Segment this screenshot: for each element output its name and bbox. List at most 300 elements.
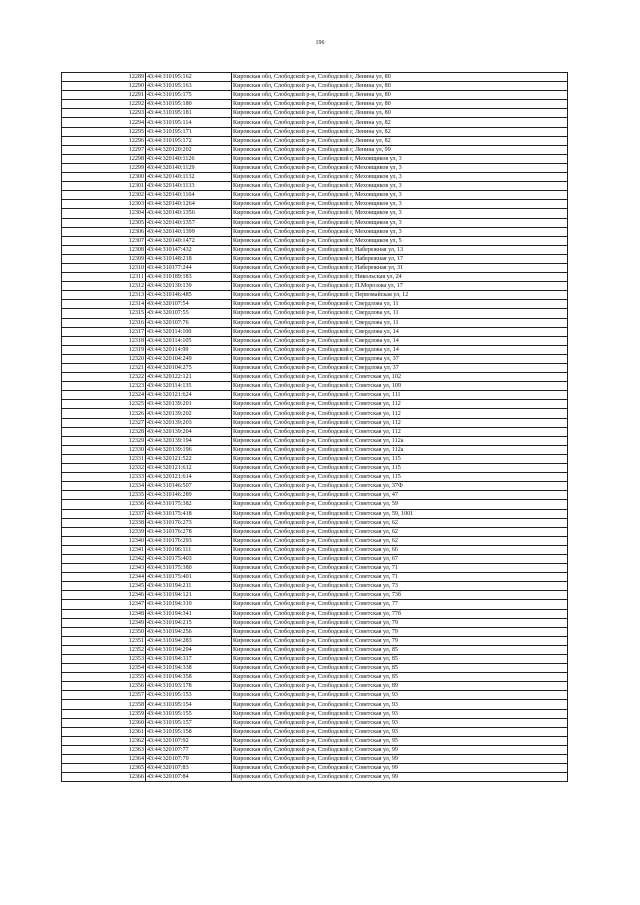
table-row bbox=[62, 482, 568, 491]
address-cell: Кировская обл, Слободской р-н, Слободской г, Набережная ул, 31 bbox=[232, 263, 568, 272]
address-cell: Кировская обл, Слободской р-н, Слободской г, Советская ул, 67 bbox=[232, 554, 568, 563]
row-number-cell: 12313 bbox=[62, 291, 146, 300]
row-number-cell: 12334 bbox=[62, 482, 146, 491]
row-number-cell: 12315 bbox=[62, 309, 146, 318]
address-cell: Кировская обл, Слободской р-н, Слободской г, Советская ул, 99 bbox=[232, 764, 568, 773]
row-number-cell: 12323 bbox=[62, 382, 146, 391]
table-row bbox=[62, 564, 568, 573]
address-cell: Кировская обл, Слободской р-н, Слободской г, Советская ул, 112 bbox=[232, 427, 568, 436]
table-row bbox=[62, 418, 568, 427]
row-number-cell: 12317 bbox=[62, 327, 146, 336]
cadastral-number-cell: 43:44:320121:612 bbox=[146, 464, 232, 473]
table-row bbox=[62, 136, 568, 145]
cadastral-number-cell: 43:44:310195:171 bbox=[146, 127, 232, 136]
row-number-cell: 12292 bbox=[62, 100, 146, 109]
cadastral-number-cell: 43:44:310195:158 bbox=[146, 727, 232, 736]
address-cell: Кировская обл, Слободской р-н, Слободской г, Советская ул, 59 bbox=[232, 500, 568, 509]
row-number-cell: 12308 bbox=[62, 245, 146, 254]
address-cell: Кировская обл, Слободской р-н, Слободской г, Советская ул, 59, 1001 bbox=[232, 509, 568, 518]
row-number-cell: 12360 bbox=[62, 718, 146, 727]
address-cell: Кировская обл, Слободской р-н, Слободской г, Свердлова ул, 37 bbox=[232, 364, 568, 373]
cadastral-number-cell: 43:44:320140:1472 bbox=[146, 236, 232, 245]
address-cell: Кировская обл, Слободской р-н, Слободской г, Меховщиков ул, 3 bbox=[232, 200, 568, 209]
table-row bbox=[62, 755, 568, 764]
table-row bbox=[62, 354, 568, 363]
address-cell: Кировская обл, Слободской р-н, Слободской г, Советская ул, 115 bbox=[232, 464, 568, 473]
row-number-cell: 12348 bbox=[62, 609, 146, 618]
cadastral-number-cell: 43:44:320114:105 bbox=[146, 336, 232, 345]
row-number-cell: 12330 bbox=[62, 445, 146, 454]
address-cell: Кировская обл, Слободской р-н, Слободской г, Свердлова ул, 14 bbox=[232, 345, 568, 354]
cadastral-number-cell: 43:44:320107:84 bbox=[146, 773, 232, 782]
row-number-cell: 12294 bbox=[62, 118, 146, 127]
address-cell: Кировская обл, Слободской р-н, Слободской г, Набережная ул, 17 bbox=[232, 254, 568, 263]
table-row bbox=[62, 118, 568, 127]
row-number-cell: 12296 bbox=[62, 136, 146, 145]
row-number-cell: 12341 bbox=[62, 545, 146, 554]
address-cell: Кировская обл, Слободской р-н, Слободской г, Советская ул, 79 bbox=[232, 618, 568, 627]
row-number-cell: 12326 bbox=[62, 409, 146, 418]
row-number-cell: 12343 bbox=[62, 564, 146, 573]
table-row bbox=[62, 454, 568, 463]
cadastral-number-cell: 43:44:310195:175 bbox=[146, 91, 232, 100]
address-cell: Кировская обл, Слободской р-н, Слободской г, Ленина ул, 80 bbox=[232, 82, 568, 91]
table-row bbox=[62, 618, 568, 627]
address-cell: Кировская обл, Слободской р-н, Слободской г, Меховщиков ул, 3 bbox=[232, 173, 568, 182]
cadastral-number-cell: 43:44:320104:275 bbox=[146, 364, 232, 373]
cadastral-number-cell: 43:44:310177:244 bbox=[146, 263, 232, 272]
address-cell: Кировская обл, Слободской р-н, Слободской г, Советская ул, 99 bbox=[232, 773, 568, 782]
address-cell: Кировская обл, Слободской р-н, Слободской г, Никольская ул, 24 bbox=[232, 273, 568, 282]
row-number-cell: 12336 bbox=[62, 500, 146, 509]
cadastral-number-cell: 43:44:310195:172 bbox=[146, 136, 232, 145]
row-number-cell: 12303 bbox=[62, 200, 146, 209]
address-cell: Кировская обл, Слободской р-н, Слободской г, Ленина ул, 99 bbox=[232, 145, 568, 154]
table-row bbox=[62, 691, 568, 700]
cadastral-number-cell: 43:44:310195:154 bbox=[146, 700, 232, 709]
cadastral-number-cell: 43:44:310193:178 bbox=[146, 682, 232, 691]
address-cell: Кировская обл, Слободской р-н, Слободской г, Меховщиков ул, 3 bbox=[232, 154, 568, 163]
table-row bbox=[62, 464, 568, 473]
table-row bbox=[62, 718, 568, 727]
cadastral-number-cell: 43:44:320121:624 bbox=[146, 391, 232, 400]
row-number-cell: 12354 bbox=[62, 664, 146, 673]
table-row bbox=[62, 545, 568, 554]
row-number-cell: 12332 bbox=[62, 464, 146, 473]
address-cell: Кировская обл, Слободской р-н, Слободской г, Советская ул, 95 bbox=[232, 736, 568, 745]
address-cell: Кировская обл, Слободской р-н, Слободской г, Советская ул, 99 bbox=[232, 755, 568, 764]
address-cell: Кировская обл, Слободской р-н, Слободской г, Меховщиков ул, 3 bbox=[232, 191, 568, 200]
row-number-cell: 12353 bbox=[62, 655, 146, 664]
cadastral-number-cell: 43:44:310195:180 bbox=[146, 100, 232, 109]
table-row bbox=[62, 773, 568, 782]
row-number-cell: 12289 bbox=[62, 73, 146, 82]
table-row bbox=[62, 709, 568, 718]
address-cell: Кировская обл, Слободской р-н, Слободской г, Советская ул, 112 bbox=[232, 409, 568, 418]
cadastral-number-cell: 43:44:310175:418 bbox=[146, 509, 232, 518]
cadastral-number-cell: 43:44:320122:121 bbox=[146, 373, 232, 382]
row-number-cell: 12365 bbox=[62, 764, 146, 773]
table-row bbox=[62, 173, 568, 182]
cadastral-number-cell: 43:44:310175:403 bbox=[146, 554, 232, 563]
address-cell: Кировская обл, Слободской р-н, Слободской г, Меховщиков ул, 3 bbox=[232, 209, 568, 218]
address-cell: Кировская обл, Слободской р-н, Слободской г, Советская ул, 85 bbox=[232, 673, 568, 682]
address-cell: Кировская обл, Слободской р-н, Слободской г, Советская ул, 89 bbox=[232, 682, 568, 691]
table-row bbox=[62, 218, 568, 227]
cadastral-number-cell: 43:44:320139:203 bbox=[146, 418, 232, 427]
row-number-cell: 12351 bbox=[62, 636, 146, 645]
row-number-cell: 12301 bbox=[62, 182, 146, 191]
address-cell: Кировская обл, Слободской р-н, Слободской г, Советская ул, 47 bbox=[232, 491, 568, 500]
row-number-cell: 12352 bbox=[62, 645, 146, 654]
table-row bbox=[62, 82, 568, 91]
address-cell: Кировская обл, Слободской р-н, Слободской г, Ленина ул, 80 bbox=[232, 109, 568, 118]
cadastral-number-cell: 43:44:320140:1399 bbox=[146, 227, 232, 236]
row-number-cell: 12339 bbox=[62, 527, 146, 536]
table-row bbox=[62, 191, 568, 200]
table-row bbox=[62, 91, 568, 100]
address-cell: Кировская обл, Слободской р-н, Слободской г, Меховщиков ул, 5 bbox=[232, 236, 568, 245]
row-number-cell: 12306 bbox=[62, 227, 146, 236]
address-cell: Кировская обл, Слободской р-н, Слободской г, Советская ул, 102 bbox=[232, 373, 568, 382]
address-cell: Кировская обл, Слободской р-н, Слободской г, Советская ул, 79 bbox=[232, 627, 568, 636]
table-row bbox=[62, 391, 568, 400]
cadastral-number-cell: 43:44:310175:380 bbox=[146, 564, 232, 573]
row-number-cell: 12312 bbox=[62, 282, 146, 291]
address-cell: Кировская обл, Слободской р-н, Слободской г, Советская ул, 73 bbox=[232, 582, 568, 591]
row-number-cell: 12344 bbox=[62, 573, 146, 582]
address-cell: Кировская обл, Слободской р-н, Слободской г, Советская ул, 115 bbox=[232, 454, 568, 463]
row-number-cell: 12300 bbox=[62, 173, 146, 182]
table-row bbox=[62, 591, 568, 600]
cadastral-number-cell: 43:44:310194:338 bbox=[146, 664, 232, 673]
table-row bbox=[62, 227, 568, 236]
row-number-cell: 12349 bbox=[62, 618, 146, 627]
cadastral-number-cell: 43:44:310195:163 bbox=[146, 82, 232, 91]
cadastral-number-cell: 43:44:320107:76 bbox=[146, 318, 232, 327]
cadastral-number-cell: 43:44:320107:83 bbox=[146, 764, 232, 773]
table-row bbox=[62, 500, 568, 509]
cadastral-number-cell: 43:44:320114:100 bbox=[146, 327, 232, 336]
address-cell: Кировская обл, Слободской р-н, Слободской г, Советская ул, 111 bbox=[232, 391, 568, 400]
table-row bbox=[62, 145, 568, 154]
row-number-cell: 12318 bbox=[62, 336, 146, 345]
property-register-table bbox=[61, 72, 568, 782]
row-number-cell: 12350 bbox=[62, 627, 146, 636]
row-number-cell: 12320 bbox=[62, 354, 146, 363]
row-number-cell: 12304 bbox=[62, 209, 146, 218]
address-cell: Кировская обл, Слободской р-н, Слободской г, Советская ул, 79 bbox=[232, 636, 568, 645]
row-number-cell: 12314 bbox=[62, 300, 146, 309]
address-cell: Кировская обл, Слободской р-н, Слободской г, Советская ул, 112 bbox=[232, 418, 568, 427]
cadastral-number-cell: 43:44:320121:522 bbox=[146, 454, 232, 463]
address-cell: Кировская обл, Слободской р-н, Слободской г, Советская ул, 93 bbox=[232, 727, 568, 736]
address-cell: Кировская обл, Слободской р-н, Слободской г, Советская ул, 115 bbox=[232, 473, 568, 482]
table-row bbox=[62, 309, 568, 318]
address-cell: Кировская обл, Слободской р-н, Слободской г, Советская ул, 112а bbox=[232, 436, 568, 445]
row-number-cell: 12299 bbox=[62, 163, 146, 172]
row-number-cell: 12345 bbox=[62, 582, 146, 591]
row-number-cell: 12293 bbox=[62, 109, 146, 118]
table-row bbox=[62, 100, 568, 109]
cadastral-number-cell: 43:44:320140:1356 bbox=[146, 209, 232, 218]
cadastral-number-cell: 43:44:310146:289 bbox=[146, 491, 232, 500]
row-number-cell: 12363 bbox=[62, 745, 146, 754]
cadastral-number-cell: 43:44:310194:256 bbox=[146, 627, 232, 636]
cadastral-number-cell: 43:44:310194:121 bbox=[146, 591, 232, 600]
cadastral-number-cell: 43:44:310195:155 bbox=[146, 709, 232, 718]
table-row bbox=[62, 273, 568, 282]
address-cell: Кировская обл, Слободской р-н, Слободской г, Советская ул, 85 bbox=[232, 645, 568, 654]
table-row bbox=[62, 427, 568, 436]
row-number-cell: 12346 bbox=[62, 591, 146, 600]
cadastral-number-cell: 43:44:310194:294 bbox=[146, 645, 232, 654]
row-number-cell: 12328 bbox=[62, 427, 146, 436]
cadastral-number-cell: 43:44:310175:401 bbox=[146, 573, 232, 582]
address-cell: Кировская обл, Слободской р-н, Слободской г, Советская ул, 109 bbox=[232, 382, 568, 391]
cadastral-number-cell: 43:44:320139:204 bbox=[146, 427, 232, 436]
table-row bbox=[62, 163, 568, 172]
table-row bbox=[62, 700, 568, 709]
table-row bbox=[62, 445, 568, 454]
address-cell: Кировская обл, Слободской р-н, Слободской г, Свердлова ул, 37 bbox=[232, 354, 568, 363]
row-number-cell: 12347 bbox=[62, 600, 146, 609]
row-number-cell: 12305 bbox=[62, 218, 146, 227]
address-cell: Кировская обл, Слободской р-н, Слободской г, Советская ул, 62 bbox=[232, 527, 568, 536]
table-row bbox=[62, 764, 568, 773]
table-row bbox=[62, 263, 568, 272]
cadastral-number-cell: 43:44:310195:162 bbox=[146, 73, 232, 82]
row-number-cell: 12290 bbox=[62, 82, 146, 91]
row-number-cell: 12319 bbox=[62, 345, 146, 354]
address-cell: Кировская обл, Слободской р-н, Слободской г, Советская ул, 77 bbox=[232, 600, 568, 609]
cadastral-number-cell: 43:44:310194:310 bbox=[146, 600, 232, 609]
address-cell: Кировская обл, Слободской р-н, Слободской г, Меховщиков ул, 3 bbox=[232, 227, 568, 236]
row-number-cell: 12366 bbox=[62, 773, 146, 782]
table-row bbox=[62, 518, 568, 527]
table-row bbox=[62, 509, 568, 518]
row-number-cell: 12322 bbox=[62, 373, 146, 382]
table-row bbox=[62, 536, 568, 545]
address-cell: Кировская обл, Слободской р-н, Слободской г, Советская ул, 71 bbox=[232, 573, 568, 582]
address-cell: Кировская обл, Слободской р-н, Слободской г, Советская ул, 71 bbox=[232, 564, 568, 573]
table-row bbox=[62, 327, 568, 336]
row-number-cell: 12335 bbox=[62, 491, 146, 500]
table-row bbox=[62, 282, 568, 291]
cadastral-number-cell: 43:44:320139:196 bbox=[146, 445, 232, 454]
cadastral-number-cell: 43:44:310189:183 bbox=[146, 273, 232, 282]
cadastral-number-cell: 43:44:310194:341 bbox=[146, 609, 232, 618]
row-number-cell: 12337 bbox=[62, 509, 146, 518]
row-number-cell: 12327 bbox=[62, 418, 146, 427]
address-cell: Кировская обл, Слободской р-н, Слободской г, Меховщиков ул, 3 bbox=[232, 182, 568, 191]
cadastral-number-cell: 43:44:320107:54 bbox=[146, 300, 232, 309]
table-row bbox=[62, 73, 568, 82]
row-number-cell: 12361 bbox=[62, 727, 146, 736]
row-number-cell: 12325 bbox=[62, 400, 146, 409]
row-number-cell: 12338 bbox=[62, 518, 146, 527]
table-row bbox=[62, 682, 568, 691]
table-row bbox=[62, 318, 568, 327]
address-cell: Кировская обл, Слободской р-н, Слободской г, Ленина ул, 82 bbox=[232, 118, 568, 127]
row-number-cell: 12364 bbox=[62, 755, 146, 764]
table-row bbox=[62, 182, 568, 191]
cadastral-number-cell: 43:44:320121:614 bbox=[146, 473, 232, 482]
row-number-cell: 12329 bbox=[62, 436, 146, 445]
row-number-cell: 12342 bbox=[62, 554, 146, 563]
address-cell: Кировская обл, Слободской р-н, Слободской г, Меховщиков ул, 3 bbox=[232, 218, 568, 227]
table-row bbox=[62, 527, 568, 536]
cadastral-number-cell: 43:44:320114:135 bbox=[146, 382, 232, 391]
address-cell: Кировская обл, Слободской р-н, Слободской г, Ленина ул, 82 bbox=[232, 127, 568, 136]
cadastral-number-cell: 43:44:320140:1357 bbox=[146, 218, 232, 227]
cadastral-number-cell: 43:44:320140:1126 bbox=[146, 154, 232, 163]
address-cell: Кировская обл, Слободской р-н, Слободской г, Советская ул, 93 bbox=[232, 709, 568, 718]
table-row bbox=[62, 645, 568, 654]
cadastral-number-cell: 43:44:310147:432 bbox=[146, 245, 232, 254]
row-number-cell: 12307 bbox=[62, 236, 146, 245]
cadastral-number-cell: 43:44:320140:1129 bbox=[146, 163, 232, 172]
table-row bbox=[62, 245, 568, 254]
cadastral-number-cell: 43:44:320114:99 bbox=[146, 345, 232, 354]
address-cell: Кировская обл, Слободской р-н, Слободской г, Советская ул, 93 bbox=[232, 691, 568, 700]
cadastral-number-cell: 43:44:320139:202 bbox=[146, 409, 232, 418]
cadastral-number-cell: 43:44:310196:111 bbox=[146, 545, 232, 554]
address-cell: Кировская обл, Слободской р-н, Слободской г, Ленина ул, 80 bbox=[232, 100, 568, 109]
row-number-cell: 12298 bbox=[62, 154, 146, 163]
address-cell: Кировская обл, Слободской р-н, Слободской г, Ленина ул, 80 bbox=[232, 73, 568, 82]
address-cell: Кировская обл, Слободской р-н, Слободской г, Советская ул, 73б bbox=[232, 591, 568, 600]
cadastral-number-cell: 43:44:310148:218 bbox=[146, 254, 232, 263]
table-row bbox=[62, 582, 568, 591]
row-number-cell: 12302 bbox=[62, 191, 146, 200]
cadastral-number-cell: 43:44:310176:293 bbox=[146, 536, 232, 545]
table-row bbox=[62, 664, 568, 673]
table-row bbox=[62, 345, 568, 354]
address-cell: Кировская обл, Слободской р-н, Слободской г, Советская ул, 77б bbox=[232, 609, 568, 618]
address-cell: Кировская обл, Слободской р-н, Слободской г, Советская ул, 93 bbox=[232, 718, 568, 727]
row-number-cell: 12355 bbox=[62, 673, 146, 682]
address-cell: Кировская обл, Слободской р-н, Слободской г, Советская ул, 112а bbox=[232, 445, 568, 454]
address-cell: Кировская обл, Слободской р-н, Слободской г, Набережная ул, 13 bbox=[232, 245, 568, 254]
table-row bbox=[62, 627, 568, 636]
row-number-cell: 12311 bbox=[62, 273, 146, 282]
row-number-cell: 12362 bbox=[62, 736, 146, 745]
table-row bbox=[62, 600, 568, 609]
address-cell: Кировская обл, Слободской р-н, Слободской г, Свердлова ул, 11 bbox=[232, 300, 568, 309]
table-row bbox=[62, 609, 568, 618]
row-number-cell: 12331 bbox=[62, 454, 146, 463]
row-number-cell: 12357 bbox=[62, 691, 146, 700]
address-cell: Кировская обл, Слободской р-н, Слободской г, Свердлова ул, 11 bbox=[232, 309, 568, 318]
cadastral-number-cell: 43:44:320140:1133 bbox=[146, 182, 232, 191]
table-row bbox=[62, 673, 568, 682]
table-row bbox=[62, 400, 568, 409]
address-cell: Кировская обл, Слободской р-н, Слободской г, Советская ул, 62 bbox=[232, 536, 568, 545]
address-cell: Кировская обл, Слободской р-н, Слободской г, Ленина ул, 82 bbox=[232, 136, 568, 145]
table-row bbox=[62, 209, 568, 218]
cadastral-number-cell: 43:44:310146:485 bbox=[146, 291, 232, 300]
address-cell: Кировская обл, Слободской р-н, Слободской г, Советская ул, 85 bbox=[232, 664, 568, 673]
table-row bbox=[62, 736, 568, 745]
cadastral-number-cell: 43:44:320139:201 bbox=[146, 400, 232, 409]
cadastral-number-cell: 43:44:310176:278 bbox=[146, 527, 232, 536]
cadastral-number-cell: 43:44:320104:249 bbox=[146, 354, 232, 363]
table-row bbox=[62, 364, 568, 373]
table-row bbox=[62, 200, 568, 209]
table-row bbox=[62, 127, 568, 136]
address-cell: Кировская обл, Слободской р-н, Слободской г, Свердлова ул, 14 bbox=[232, 327, 568, 336]
cadastral-number-cell: 43:44:310195:157 bbox=[146, 718, 232, 727]
cadastral-number-cell: 43:44:310195:153 bbox=[146, 691, 232, 700]
row-number-cell: 12316 bbox=[62, 318, 146, 327]
address-cell: Кировская обл, Слободской р-н, Слободской г, Советская ул, 85 bbox=[232, 655, 568, 664]
address-cell: Кировская обл, Слободской р-н, Слободской г, П.Морозова ул, 17 bbox=[232, 282, 568, 291]
table-row bbox=[62, 636, 568, 645]
table-row bbox=[62, 300, 568, 309]
row-number-cell: 12358 bbox=[62, 700, 146, 709]
cadastral-number-cell: 43:44:320130:139 bbox=[146, 282, 232, 291]
row-number-cell: 12295 bbox=[62, 127, 146, 136]
row-number-cell: 12297 bbox=[62, 145, 146, 154]
cadastral-number-cell: 43:44:310194:215 bbox=[146, 618, 232, 627]
address-cell: Кировская обл, Слободской р-н, Слободской г, Ленина ул, 80 bbox=[232, 91, 568, 100]
row-number-cell: 12356 bbox=[62, 682, 146, 691]
table-row bbox=[62, 373, 568, 382]
row-number-cell: 12310 bbox=[62, 263, 146, 272]
address-cell: Кировская обл, Слободской р-н, Слободской г, Советская ул, 112 bbox=[232, 400, 568, 409]
cadastral-number-cell: 43:44:310195:114 bbox=[146, 118, 232, 127]
table-row bbox=[62, 254, 568, 263]
cadastral-number-cell: 43:44:310195:181 bbox=[146, 109, 232, 118]
table-row bbox=[62, 236, 568, 245]
table-row bbox=[62, 336, 568, 345]
cadastral-number-cell: 43:44:310194:283 bbox=[146, 636, 232, 645]
row-number-cell: 12359 bbox=[62, 709, 146, 718]
address-cell: Кировская обл, Слободской р-н, Слободской г, Советская ул, 66 bbox=[232, 545, 568, 554]
cadastral-number-cell: 43:44:310194:317 bbox=[146, 655, 232, 664]
row-number-cell: 12291 bbox=[62, 91, 146, 100]
address-cell: Кировская обл, Слободской р-н, Слободской г, Меховщиков ул, 3 bbox=[232, 163, 568, 172]
address-cell: Кировская обл, Слободской р-н, Слободской г, Первомайская ул, 12 bbox=[232, 291, 568, 300]
row-number-cell: 12309 bbox=[62, 254, 146, 263]
address-cell: Кировская обл, Слободской р-н, Слободской г, Советская ул, 62 bbox=[232, 518, 568, 527]
row-number-cell: 12340 bbox=[62, 536, 146, 545]
address-cell: Кировская обл, Слободской р-н, Слободской г, Советская ул, 99 bbox=[232, 745, 568, 754]
row-number-cell: 12333 bbox=[62, 473, 146, 482]
table-row bbox=[62, 473, 568, 482]
address-cell: Кировская обл, Слободской р-н, Слободской г, Советская ул, 93 bbox=[232, 700, 568, 709]
address-cell: Кировская обл, Слободской р-н, Слободской г, Свердлова ул, 11 bbox=[232, 318, 568, 327]
table-row bbox=[62, 154, 568, 163]
table-row bbox=[62, 554, 568, 563]
table-row bbox=[62, 573, 568, 582]
cadastral-number-cell: 43:44:320107:79 bbox=[146, 755, 232, 764]
table-row bbox=[62, 291, 568, 300]
cadastral-number-cell: 43:44:310176:273 bbox=[146, 518, 232, 527]
table-row bbox=[62, 436, 568, 445]
cadastral-number-cell: 43:44:310194:358 bbox=[146, 673, 232, 682]
cadastral-number-cell: 43:44:320140:1164 bbox=[146, 191, 232, 200]
address-cell: Кировская обл, Слободской р-н, Слободской г, Свердлова ул, 14 bbox=[232, 336, 568, 345]
table-row bbox=[62, 727, 568, 736]
page-number: 196 bbox=[315, 40, 325, 46]
table-row bbox=[62, 109, 568, 118]
cadastral-number-cell: 43:44:320139:194 bbox=[146, 436, 232, 445]
cadastral-number-cell: 43:44:320120:202 bbox=[146, 145, 232, 154]
address-cell: Кировская обл, Слободской р-н, Слободской г, Советская ул, 37Ф bbox=[232, 482, 568, 491]
cadastral-number-cell: 43:44:320140:1132 bbox=[146, 173, 232, 182]
